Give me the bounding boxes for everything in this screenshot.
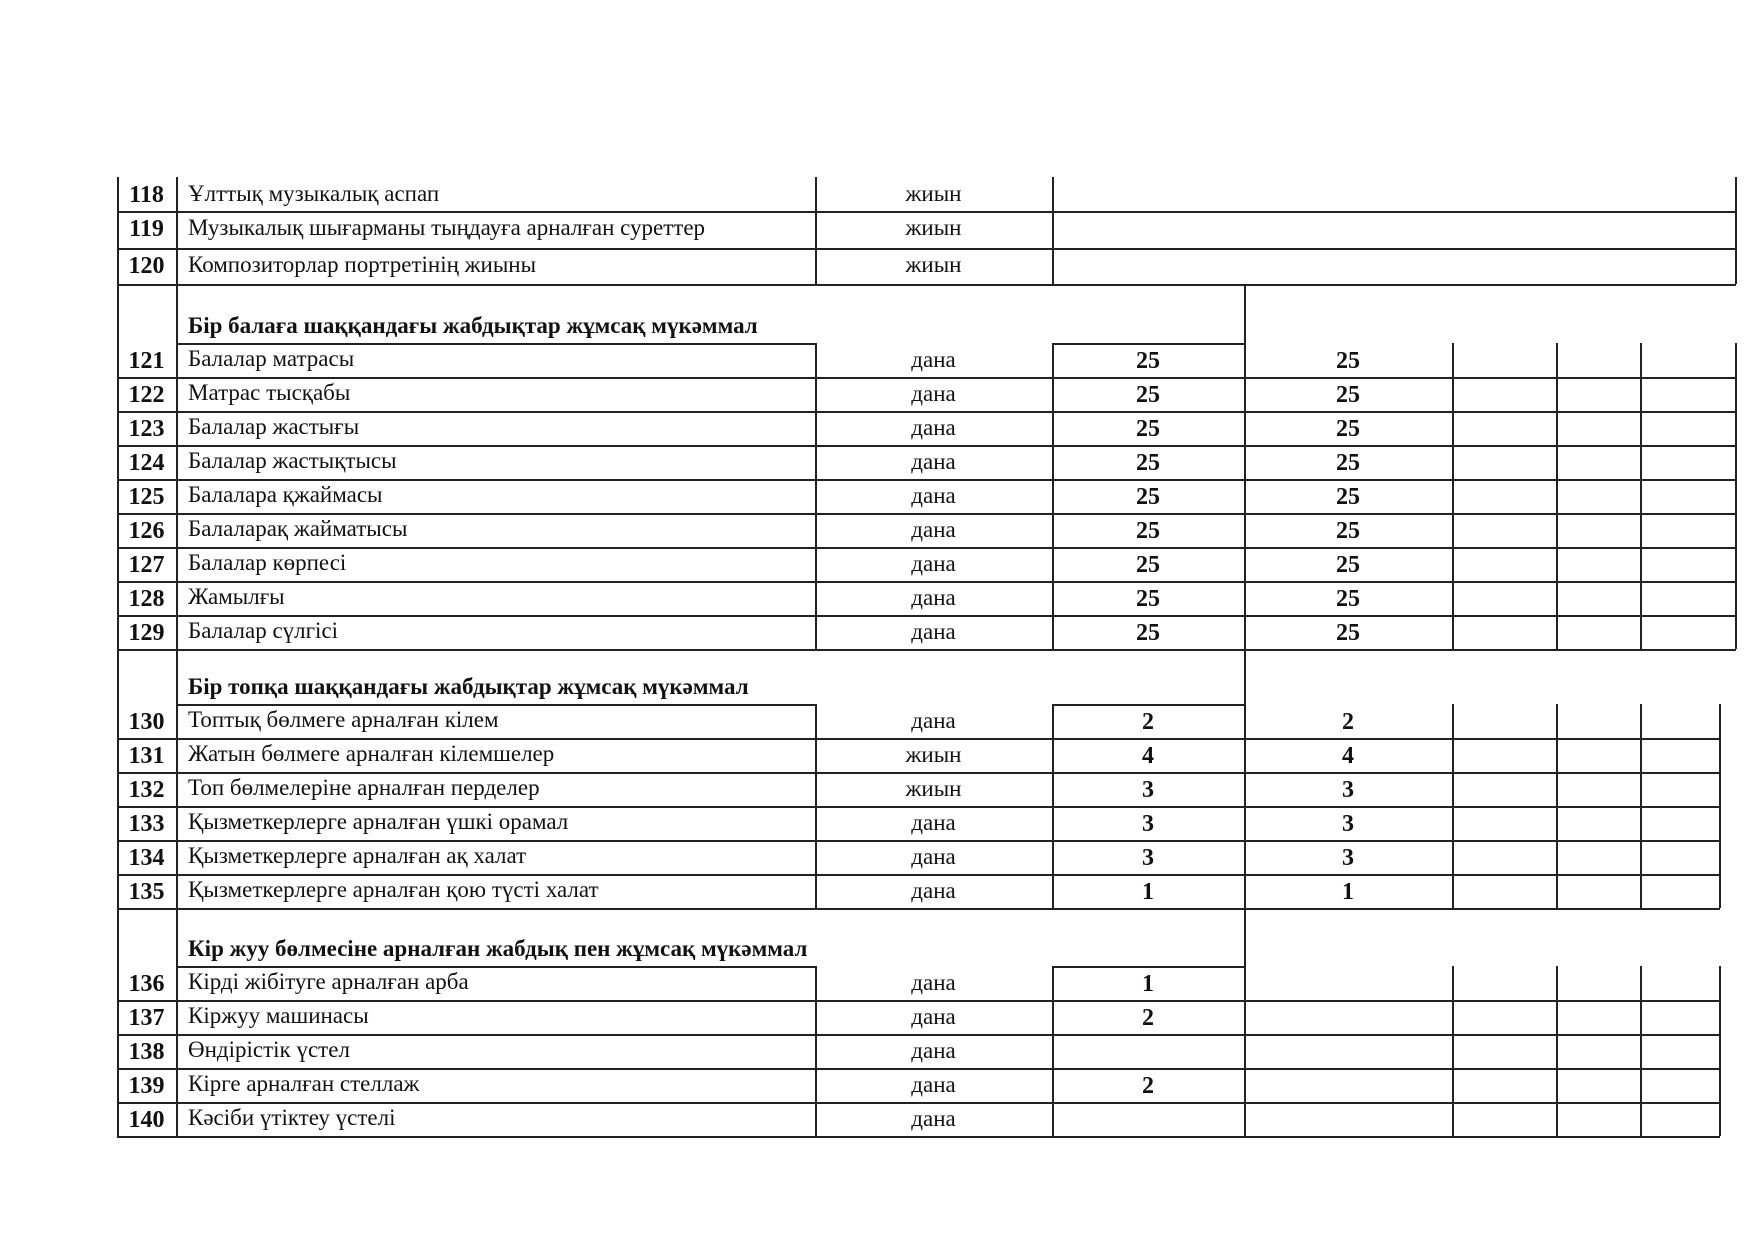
row-number: 135 <box>128 879 165 905</box>
table-rule <box>176 343 816 345</box>
row-number: 136 <box>128 971 165 997</box>
row-number: 126 <box>128 518 165 544</box>
quantity-value: 4 <box>1142 743 1154 769</box>
item-unit: дана <box>911 708 956 733</box>
table-rule <box>1640 343 1642 649</box>
quantity-value: 4 <box>1342 743 1354 769</box>
quantity-value: 25 <box>1336 620 1360 646</box>
table-rule <box>117 908 1720 910</box>
table-rule <box>815 704 817 908</box>
table-rule <box>176 704 816 706</box>
item-name: Қызметкерлерге арналған үшкі орамал <box>188 809 569 834</box>
table-rule <box>117 874 1720 876</box>
row-number: 119 <box>129 216 164 242</box>
item-name: Кірді жібітуге арналған арба <box>188 969 469 994</box>
table-rule <box>1735 343 1737 649</box>
table-rule <box>117 1034 1720 1036</box>
table-rule <box>1452 704 1454 908</box>
table-rule <box>117 806 1720 808</box>
item-unit: дана <box>911 844 956 869</box>
row-number: 140 <box>128 1107 165 1133</box>
table-rule <box>1735 177 1737 284</box>
item-name: Ұлттық музыкалық аспап <box>188 181 440 206</box>
table-rule <box>1244 909 1246 966</box>
row-number: 130 <box>128 709 165 735</box>
table-rule <box>1244 704 1246 908</box>
table-rule <box>1452 343 1454 649</box>
table-rule <box>176 966 816 968</box>
table-rule <box>117 479 1736 481</box>
table-rule <box>117 284 1736 286</box>
table-rule <box>176 177 178 284</box>
row-number: 127 <box>128 552 165 578</box>
quantity-value: 25 <box>1136 382 1160 408</box>
quantity-value: 3 <box>1142 845 1154 871</box>
table-rule <box>176 647 178 908</box>
quantity-value: 25 <box>1336 484 1360 510</box>
item-name: Балалара қжаймасы <box>188 482 383 507</box>
quantity-value: 25 <box>1336 450 1360 476</box>
item-unit: жиын <box>905 776 962 801</box>
table-rule <box>117 547 1736 549</box>
table-rule <box>117 1102 1720 1104</box>
section-title: Кір жуу бөлмесіне арналған жабдық пен жұмсақ мүкәммал <box>188 936 808 961</box>
quantity-value: 25 <box>1136 450 1160 476</box>
quantity-value: 3 <box>1342 811 1354 837</box>
item-unit: жиын <box>905 181 962 206</box>
table-rule <box>117 649 1736 651</box>
table-rule <box>117 1136 1720 1138</box>
table-rule <box>176 284 178 649</box>
quantity-value: 25 <box>1136 518 1160 544</box>
quantity-value: 1 <box>1342 879 1354 905</box>
table-rule <box>1052 966 1245 968</box>
quantity-value: 25 <box>1336 416 1360 442</box>
table-rule <box>117 377 1736 379</box>
quantity-value: 25 <box>1136 586 1160 612</box>
row-number: 120 <box>128 253 165 279</box>
table-rule <box>117 1000 1720 1002</box>
table-rule <box>1052 704 1245 706</box>
table-rule <box>1052 704 1054 908</box>
row-number: 139 <box>128 1073 165 1099</box>
table-rule <box>1452 966 1454 1136</box>
item-name: Балалар матрасы <box>188 346 355 371</box>
item-unit: жиын <box>905 742 962 767</box>
table-rule <box>1556 966 1558 1136</box>
item-unit: дана <box>911 585 956 610</box>
quantity-value: 3 <box>1342 777 1354 803</box>
table-rule <box>1556 343 1558 649</box>
item-name: Балаларақ жайматысы <box>188 516 408 541</box>
item-name: Балалар жастықтысы <box>188 448 397 473</box>
item-unit: дана <box>911 551 956 576</box>
item-name: Қызметкерлерге арналған қою түсті халат <box>188 877 599 902</box>
table-rule <box>1640 966 1642 1136</box>
table-rule <box>1244 284 1246 343</box>
table-rule <box>117 248 1736 250</box>
table-rule <box>117 840 1720 842</box>
section-title: Бір балаға шаққандағы жабдықтар жұмсақ мүкәммал <box>188 313 758 338</box>
item-unit: дана <box>911 1038 956 1063</box>
table-rule <box>117 411 1736 413</box>
row-number: 125 <box>128 484 165 510</box>
row-number: 132 <box>128 777 165 803</box>
quantity-value: 25 <box>1336 518 1360 544</box>
item-unit: дана <box>911 1004 956 1029</box>
item-name: Қызметкерлерге арналған ақ халат <box>188 843 527 868</box>
row-number: 121 <box>128 348 165 374</box>
item-name: Музыкалық шығарманы тыңдауға арналған суреттер <box>188 215 706 240</box>
quantity-value: 25 <box>1136 484 1160 510</box>
row-number: 118 <box>129 182 164 208</box>
item-unit: жиын <box>905 252 962 277</box>
item-unit: дана <box>911 483 956 508</box>
quantity-value: 25 <box>1336 586 1360 612</box>
row-number: 128 <box>128 586 165 612</box>
item-name: Кіржуу машинасы <box>188 1003 369 1028</box>
table-rule <box>1244 966 1246 1136</box>
quantity-value: 25 <box>1136 348 1160 374</box>
item-unit: дана <box>911 1106 956 1131</box>
quantity-value: 25 <box>1136 620 1160 646</box>
quantity-value: 2 <box>1142 709 1154 735</box>
item-unit: дана <box>911 970 956 995</box>
table-rule <box>1556 704 1558 908</box>
table-rule <box>117 772 1720 774</box>
item-name: Балалар көрпесі <box>188 550 347 575</box>
quantity-value: 2 <box>1142 1005 1154 1031</box>
item-unit: дана <box>911 517 956 542</box>
row-number: 131 <box>128 743 165 769</box>
table-rule <box>117 1068 1720 1070</box>
item-unit: дана <box>911 449 956 474</box>
quantity-value: 25 <box>1336 382 1360 408</box>
quantity-value: 1 <box>1142 879 1154 905</box>
quantity-value: 3 <box>1142 811 1154 837</box>
item-name: Жатын бөлмеге арналған кілемшелер <box>188 741 555 766</box>
item-name: Топтық бөлмеге арналған кілем <box>188 707 499 732</box>
table-rule <box>117 738 1720 740</box>
table-rule <box>1052 177 1054 284</box>
quantity-value: 2 <box>1342 709 1354 735</box>
quantity-value: 3 <box>1142 777 1154 803</box>
item-name: Балалар жастығы <box>188 414 360 439</box>
quantity-value: 25 <box>1136 552 1160 578</box>
row-number: 134 <box>128 845 165 871</box>
item-unit: дана <box>911 878 956 903</box>
item-unit: дана <box>911 810 956 835</box>
quantity-value: 1 <box>1142 971 1154 997</box>
table-rule <box>1052 343 1245 345</box>
item-unit: жиын <box>905 215 962 240</box>
row-number: 133 <box>128 811 165 837</box>
row-number: 124 <box>128 450 165 476</box>
table-rule <box>117 581 1736 583</box>
item-unit: дана <box>911 381 956 406</box>
quantity-value: 25 <box>1136 416 1160 442</box>
row-number: 123 <box>128 416 165 442</box>
section-title: Бір топқа шаққандағы жабдықтар жұмсақ мүкәммал <box>188 674 749 699</box>
row-number: 122 <box>128 382 165 408</box>
item-name: Жамылғы <box>188 584 285 609</box>
item-name: Балалар сүлгісі <box>188 618 339 643</box>
item-name: Өндірістік үстел <box>188 1037 350 1062</box>
quantity-value: 3 <box>1342 845 1354 871</box>
row-number: 129 <box>128 620 165 646</box>
table-rule <box>1640 704 1642 908</box>
item-name: Кәсіби үтіктеу үстелі <box>188 1105 396 1130</box>
row-number: 138 <box>128 1039 165 1065</box>
table-rule <box>117 445 1736 447</box>
table-rule <box>117 615 1736 617</box>
quantity-value: 25 <box>1336 552 1360 578</box>
table-rule <box>1244 647 1246 704</box>
table-rule <box>1719 704 1721 908</box>
quantity-value: 2 <box>1142 1073 1154 1099</box>
item-unit: дана <box>911 619 956 644</box>
table-rule <box>117 211 1736 213</box>
item-unit: дана <box>911 1072 956 1097</box>
table-rule <box>1719 966 1721 1136</box>
item-name: Топ бөлмелеріне арналған перделер <box>188 775 540 800</box>
quantity-value: 25 <box>1336 348 1360 374</box>
item-unit: дана <box>911 415 956 440</box>
item-unit: дана <box>911 347 956 372</box>
table-rule <box>117 513 1736 515</box>
row-number: 137 <box>128 1005 165 1031</box>
item-name: Кірге арналған стеллаж <box>188 1071 420 1096</box>
item-name: Композиторлар портретінің жиыны <box>188 252 537 277</box>
item-name: Матрас тысқабы <box>188 380 351 405</box>
